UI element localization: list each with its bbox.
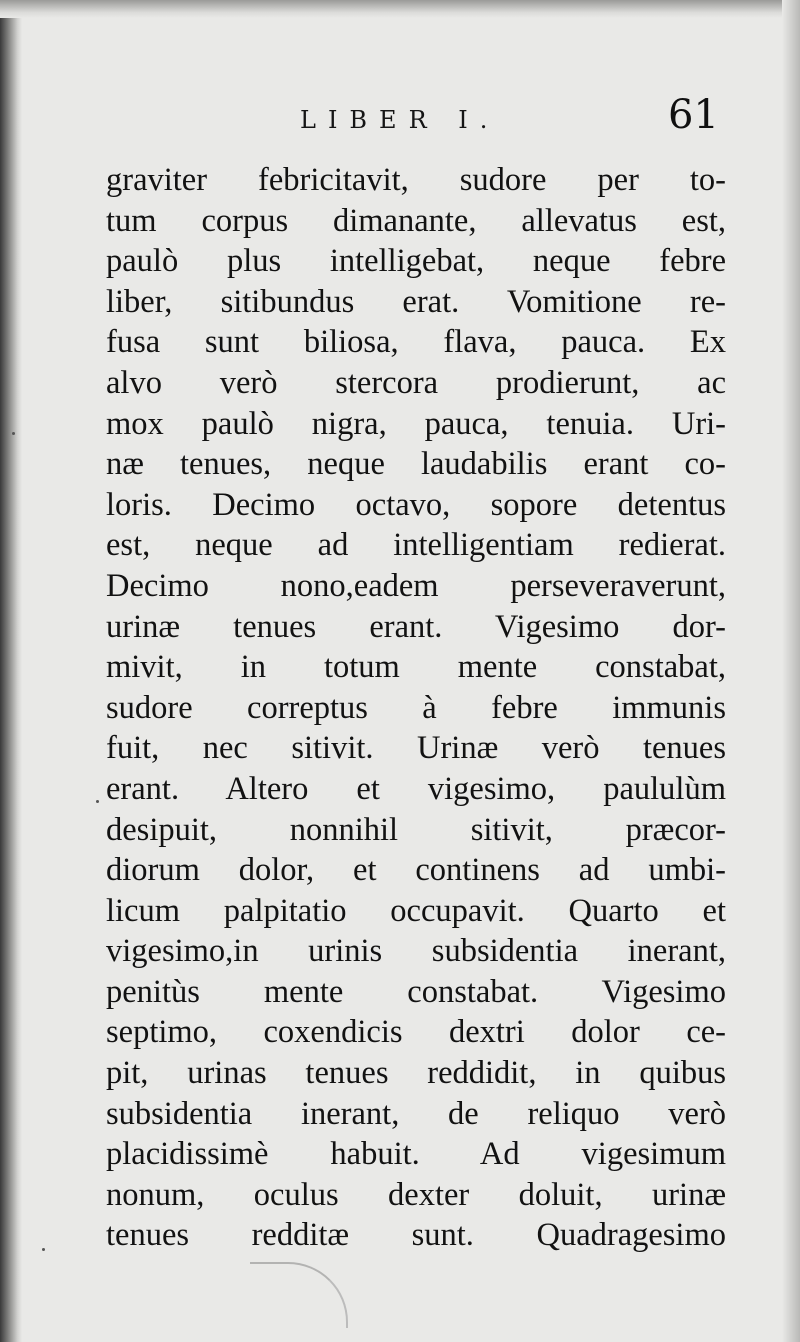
text-line: licum palpitatio occupavit. Quarto et: [106, 892, 726, 929]
binding-edge-shadow: [0, 0, 22, 1342]
text-line: diorum dolor, et continens ad umbi-: [106, 852, 726, 889]
speck: [12, 432, 15, 435]
right-edge-shadow: [782, 0, 800, 1342]
text-line: penitùs mente constabat. Vigesimo: [106, 973, 726, 1010]
page-number: 61: [668, 92, 719, 138]
text-line: graviter febricitavit, sudore per to-: [106, 162, 726, 198]
speck: [96, 800, 99, 803]
page-stain-mark: [250, 1262, 348, 1328]
text-line: subsidentia inerant, de reliquo verò: [106, 1095, 726, 1132]
text-line: est, neque ad intelligentiam redierat.: [106, 527, 726, 564]
text-line: pit, urinas tenues reddidit, in quibus: [106, 1055, 726, 1092]
text-line: paulò plus intelligebat, neque febre: [106, 243, 726, 280]
text-line: alvo verò stercora prodierunt, ac: [106, 364, 726, 401]
text-line: sudore correptus à febre immunis: [106, 689, 726, 726]
text-line: placidissimè habuit. Ad vigesimum: [106, 1136, 726, 1173]
text-line: desipuit, nonnihil sitivit, præcor-: [106, 811, 726, 848]
speck: [42, 1248, 45, 1251]
text-line: fusa sunt biliosa, flava, pauca. Ex: [106, 324, 726, 361]
text-line: tum corpus dimanante, allevatus est,: [106, 202, 726, 239]
text-line: fuit, nec sitivit. Urinæ verò tenues: [106, 730, 726, 767]
top-edge-shadow: [0, 0, 800, 18]
text-line: septimo, coxendicis dextri dolor ce-: [106, 1014, 726, 1051]
page-header: [0, 88, 800, 148]
text-line: næ tenues, neque laudabilis erant co-: [106, 446, 726, 483]
body-text: [106, 160, 726, 1256]
text-line: mox paulò nigra, pauca, tenuia. Uri-: [106, 405, 726, 442]
text-line: loris. Decimo octavo, sopore detentus: [106, 486, 726, 523]
text-line: Decimo nono,eadem perseveraverunt,: [106, 567, 726, 604]
text-line: urinæ tenues erant. Vigesimo dor-: [106, 608, 726, 645]
text-line: nonum, oculus dexter doluit, urinæ: [106, 1176, 726, 1213]
text-line: erant. Altero et vigesimo, paululùm: [106, 770, 726, 807]
text-line: tenues redditæ sunt. Quadragesimo: [106, 1217, 726, 1254]
text-line: vigesimo,in urinis subsidentia inerant,: [106, 933, 726, 970]
text-line: liber, sitibundus erat. Vomitione re-: [106, 283, 726, 320]
running-head: LIBER I.: [300, 106, 500, 134]
text-line: mivit, in totum mente constabat,: [106, 649, 726, 686]
